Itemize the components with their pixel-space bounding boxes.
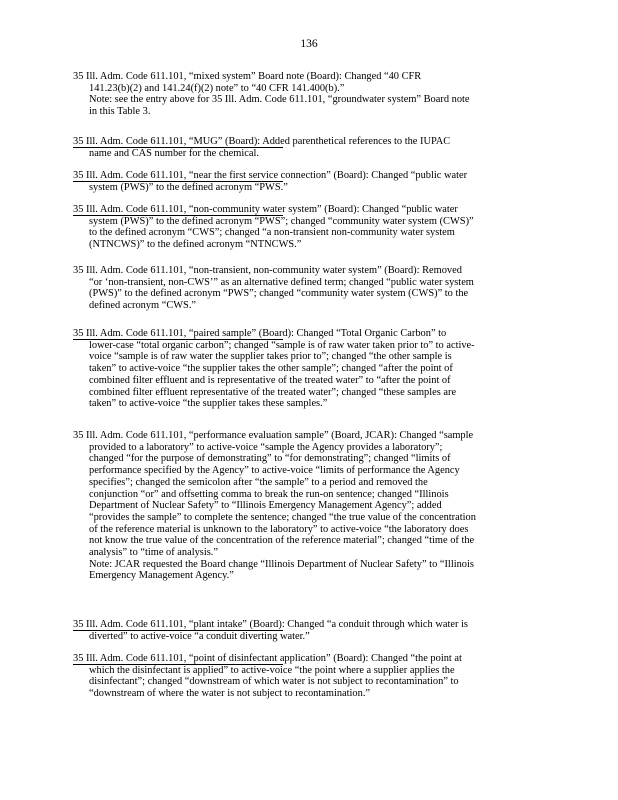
entry-line: system (PWS)” to the defined acronym “PWS.” — [89, 181, 288, 193]
entry-line: which the disinfectant is applied” to active-voice “the point where a supplier applies the — [89, 664, 455, 676]
entry-line: 35 Ill. Adm. Code 611.101, “non-transient, non-community water system” (Board): Removed — [73, 265, 462, 276]
entry-note-line: Note: JCAR requested the Board change “Illinois Department of Nuclear Safety” to “Illinois — [89, 558, 474, 570]
entry-line: conjunction “or” and offsetting comma to break the run-on sentence; changed “Illinois — [89, 488, 449, 500]
entry-line: lower-case “total organic carbon”; changed “sample is of raw water taken prior to” to active- — [89, 339, 475, 351]
entry-line: analysis” to “time of analysis.” — [89, 547, 218, 559]
table-entry-non-community-water-system — [73, 204, 543, 251]
entry-line: performance specified by the Agency” to active-voice “limits of performance the Agency — [89, 465, 460, 477]
entry-line: provided to a laboratory” to active-voice “sample the Agency provides a laboratory”; — [89, 441, 443, 453]
table-entry-mug — [73, 136, 543, 159]
entry-line: to the defined acronym “CWS”; changed “a non-transient non-community water system — [89, 227, 455, 239]
entry-line: 35 Ill. Adm. Code 611.101, “plant intake” (Board): Changed “a conduit through which water is — [73, 619, 468, 630]
entry-line: defined acronym “CWS.” — [89, 300, 197, 312]
entry-line: taken” to active-voice “the supplier takes the other sample”; changed “after the point of — [89, 363, 453, 375]
entry-line: name and CAS number for the chemical. — [89, 147, 259, 159]
entry-line: combined filter effluent and is representative of the treated water” to “after the point of — [89, 374, 451, 386]
entry-line: voice “sample is of raw water the supplier takes prior to”; changed “the other sample is — [89, 351, 452, 363]
entry-line: Department of Nuclear Safety” to “Illinois Emergency Management Agency”; added — [89, 500, 442, 512]
entry-line: changed “for the purpose of demonstrating” to “for demonstrating”; changed “limits of — [89, 453, 451, 465]
entry-line: diverted” to active-voice “a conduit diverting water.” — [89, 630, 310, 642]
entry-line: 35 Ill. Adm. Code 611.101, “near the first service connection” (Board): Changed “public water — [73, 170, 468, 181]
entry-line: 35 Ill. Adm. Code 611.101, “mixed system” Board note (Board): Changed “40 CFR — [73, 71, 422, 82]
entry-line: specifies”; changed the semicolon after “the sample” to a period and removed the — [89, 476, 428, 488]
entry-line: “provides the sample” to complete the sentence; changed “the true value of the concentration — [89, 511, 476, 523]
table-entry-performance-evaluation-sample — [73, 430, 543, 582]
entry-line: 35 Ill. Adm. Code 611.101, “performance evaluation sample” (Board, JCAR): Changed “sample — [73, 430, 474, 441]
entry-line: 35 Ill. Adm. Code 611.101, “MUG” (Board): Added parenthetical references to the IUPAC — [73, 136, 451, 147]
table-entry-mixed-system — [73, 71, 543, 118]
entry-line: system (PWS)” to the defined acronym “PWS”; changed “community water system (CWS)” — [89, 215, 474, 227]
entry-line: 141.23(b)(2) and 141.24(f)(2) note” to “40 CFR 141.400(b).” — [89, 82, 345, 94]
entry-line: disinfectant”; changed “downstream of which water is not subject to recontamination” to — [89, 676, 459, 688]
entry-line: combined filter effluent representative of the treated water”; changed “these samples are — [89, 386, 457, 398]
entry-line: (PWS)” to the defined acronym “PWS”; changed “community water system (CWS)” to the — [89, 288, 469, 300]
entry-line: 35 Ill. Adm. Code 611.101, “paired sample” (Board): Changed “Total Organic Carbon” to — [73, 328, 447, 339]
entry-line: taken” to active-voice “the supplier takes these samples.” — [89, 398, 328, 410]
entry-note-line: Emergency Management Agency.” — [89, 570, 234, 582]
entry-line: “downstream of where the water is not subject to recontamination.” — [89, 688, 371, 700]
entry-line: (NTNCWS)” to the defined acronym “NTNCWS.” — [89, 239, 302, 251]
table-entry-plant-intake — [73, 619, 543, 642]
page-number: 136 — [300, 38, 318, 50]
table-entry-non-transient-non-community — [73, 265, 543, 312]
entry-line: 35 Ill. Adm. Code 611.101, “non-community water system” (Board): Changed “public water — [73, 204, 458, 215]
table-entry-near-first-service-connection — [73, 170, 543, 193]
entry-line: not know the true value of the concentration of the reference material”; changed “time of the — [89, 535, 475, 547]
table-entry-point-of-disinfectant-application — [73, 653, 543, 700]
entry-line: 35 Ill. Adm. Code 611.101, “point of disinfectant application” (Board): Changed “the point at — [73, 653, 462, 664]
table-entry-paired-sample — [73, 328, 543, 410]
entry-note-line: in this Table 3. — [89, 106, 151, 118]
entry-line: of the reference material is unknown to the laboratory” to active-voice “the laboratory does — [89, 523, 469, 535]
entry-line: “or ‘non-transient, non-CWS’” as an alternative defined term; changed “public water system — [89, 276, 474, 288]
entry-note-line: Note: see the entry above for 35 Ill. Adm. Code 611.101, “groundwater system” Board note — [89, 94, 470, 106]
